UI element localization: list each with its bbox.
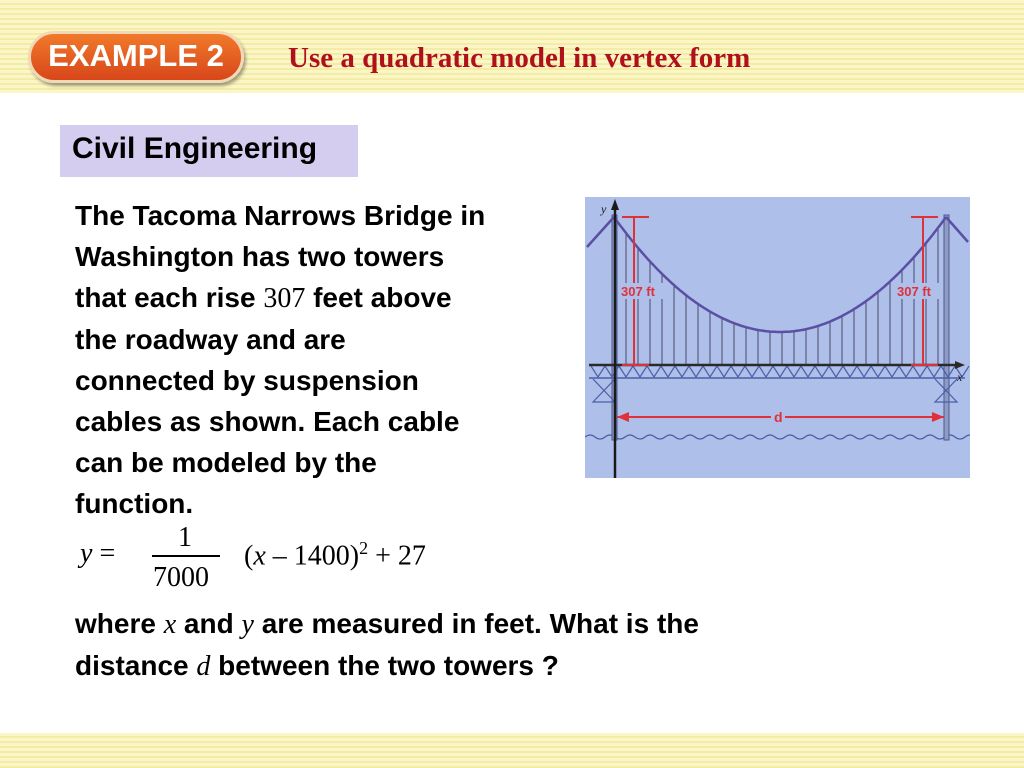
- question-fragment: and: [176, 608, 242, 639]
- x-axis-arrow: [955, 361, 965, 369]
- equation-equals: =: [99, 538, 116, 569]
- roadway-truss: [591, 366, 969, 402]
- truss-segment: [885, 366, 899, 377]
- main-cable: [614, 217, 946, 332]
- truss-segment: [801, 366, 815, 377]
- truss-segment: [717, 366, 731, 377]
- truss-segment: [661, 366, 675, 377]
- problem-line: function.: [75, 488, 194, 519]
- equation-y: y: [80, 538, 93, 569]
- truss-segment: [787, 366, 801, 377]
- truss-segment: [759, 366, 773, 377]
- question-line: [75, 645, 975, 687]
- truss-segment: [731, 366, 745, 377]
- example-badge-label: EXAMPLE 2: [48, 38, 224, 73]
- tower-height-value: 307: [263, 283, 306, 314]
- example-badge: [28, 31, 244, 83]
- topic-box: [60, 125, 358, 177]
- truss-segment: [773, 366, 787, 377]
- left-height-label: 307 ft: [621, 284, 655, 299]
- slide-title: Use a quadratic model in vertex form: [288, 42, 751, 74]
- truss-segment: [703, 366, 717, 377]
- truss-segment: [899, 366, 913, 377]
- problem-line: The Tacoma Narrows Bridge in: [75, 200, 486, 231]
- equation-lhs: [80, 538, 115, 570]
- problem-line: [75, 277, 580, 319]
- problem-line: the roadway and are: [75, 324, 346, 355]
- question-fragment: are measured in feet. What is the: [253, 608, 699, 639]
- distance-arrow-right: [932, 412, 944, 422]
- problem-line: can be modeled by the: [75, 447, 377, 478]
- y-axis-arrow: [611, 199, 619, 210]
- equation-shift: – 1400): [265, 540, 360, 572]
- question-fragment: where: [75, 608, 164, 639]
- problem-text: [75, 195, 580, 524]
- distance-arrow-left: [617, 412, 629, 422]
- question-fragment: between the two towers ?: [210, 650, 559, 681]
- equation-exponent: 2: [359, 538, 369, 558]
- distance-label: d: [774, 409, 783, 425]
- y-axis-label: y: [601, 202, 607, 216]
- truss-segment: [619, 366, 633, 377]
- truss-segment: [647, 366, 661, 377]
- question-line: [75, 603, 975, 645]
- truss-segment: [829, 366, 843, 377]
- truss-segment: [689, 366, 703, 377]
- equation-rhs: [244, 538, 426, 572]
- bridge-diagram: [585, 197, 970, 478]
- question-var-d: d: [196, 651, 211, 682]
- question-var-y: y: [241, 609, 254, 640]
- water-line: [585, 435, 970, 439]
- right-height-label: 307 ft: [897, 284, 931, 299]
- fraction-numerator: 1: [178, 522, 192, 553]
- x-axis-label: x: [957, 370, 963, 384]
- suspender-cables: [626, 228, 938, 365]
- question-var-x: x: [163, 609, 177, 640]
- truss-segment: [633, 366, 647, 377]
- problem-line: cables as shown. Each cable: [75, 406, 460, 437]
- truss-segment: [871, 366, 885, 377]
- truss-segment: [815, 366, 829, 377]
- truss-segment: [745, 366, 759, 377]
- footer-band: [0, 733, 1024, 768]
- equation-x: x: [253, 540, 266, 572]
- problem-line-end: feet above: [305, 282, 452, 313]
- truss-segment: [675, 366, 689, 377]
- equation-constant: + 27: [368, 540, 426, 572]
- question-fragment: distance: [75, 650, 197, 681]
- right-tower: [944, 215, 949, 440]
- truss-segment: [927, 366, 941, 377]
- problem-line-start: that each rise: [75, 282, 264, 313]
- left-anchor-cable: [587, 217, 614, 247]
- question-text: [75, 603, 975, 687]
- truss-segment: [913, 366, 927, 377]
- truss-segment: [857, 366, 871, 377]
- truss-segment: [591, 366, 605, 377]
- equation-open-paren: (: [244, 540, 254, 572]
- fraction-bar: [152, 555, 220, 557]
- topic-label: Civil Engineering: [72, 132, 318, 165]
- problem-line: connected by suspension: [75, 365, 419, 396]
- truss-segment: [843, 366, 857, 377]
- problem-line: Washington has two towers: [75, 241, 445, 272]
- fraction-denominator: 7000: [153, 562, 209, 593]
- bridge-diagram-svg: [585, 197, 970, 478]
